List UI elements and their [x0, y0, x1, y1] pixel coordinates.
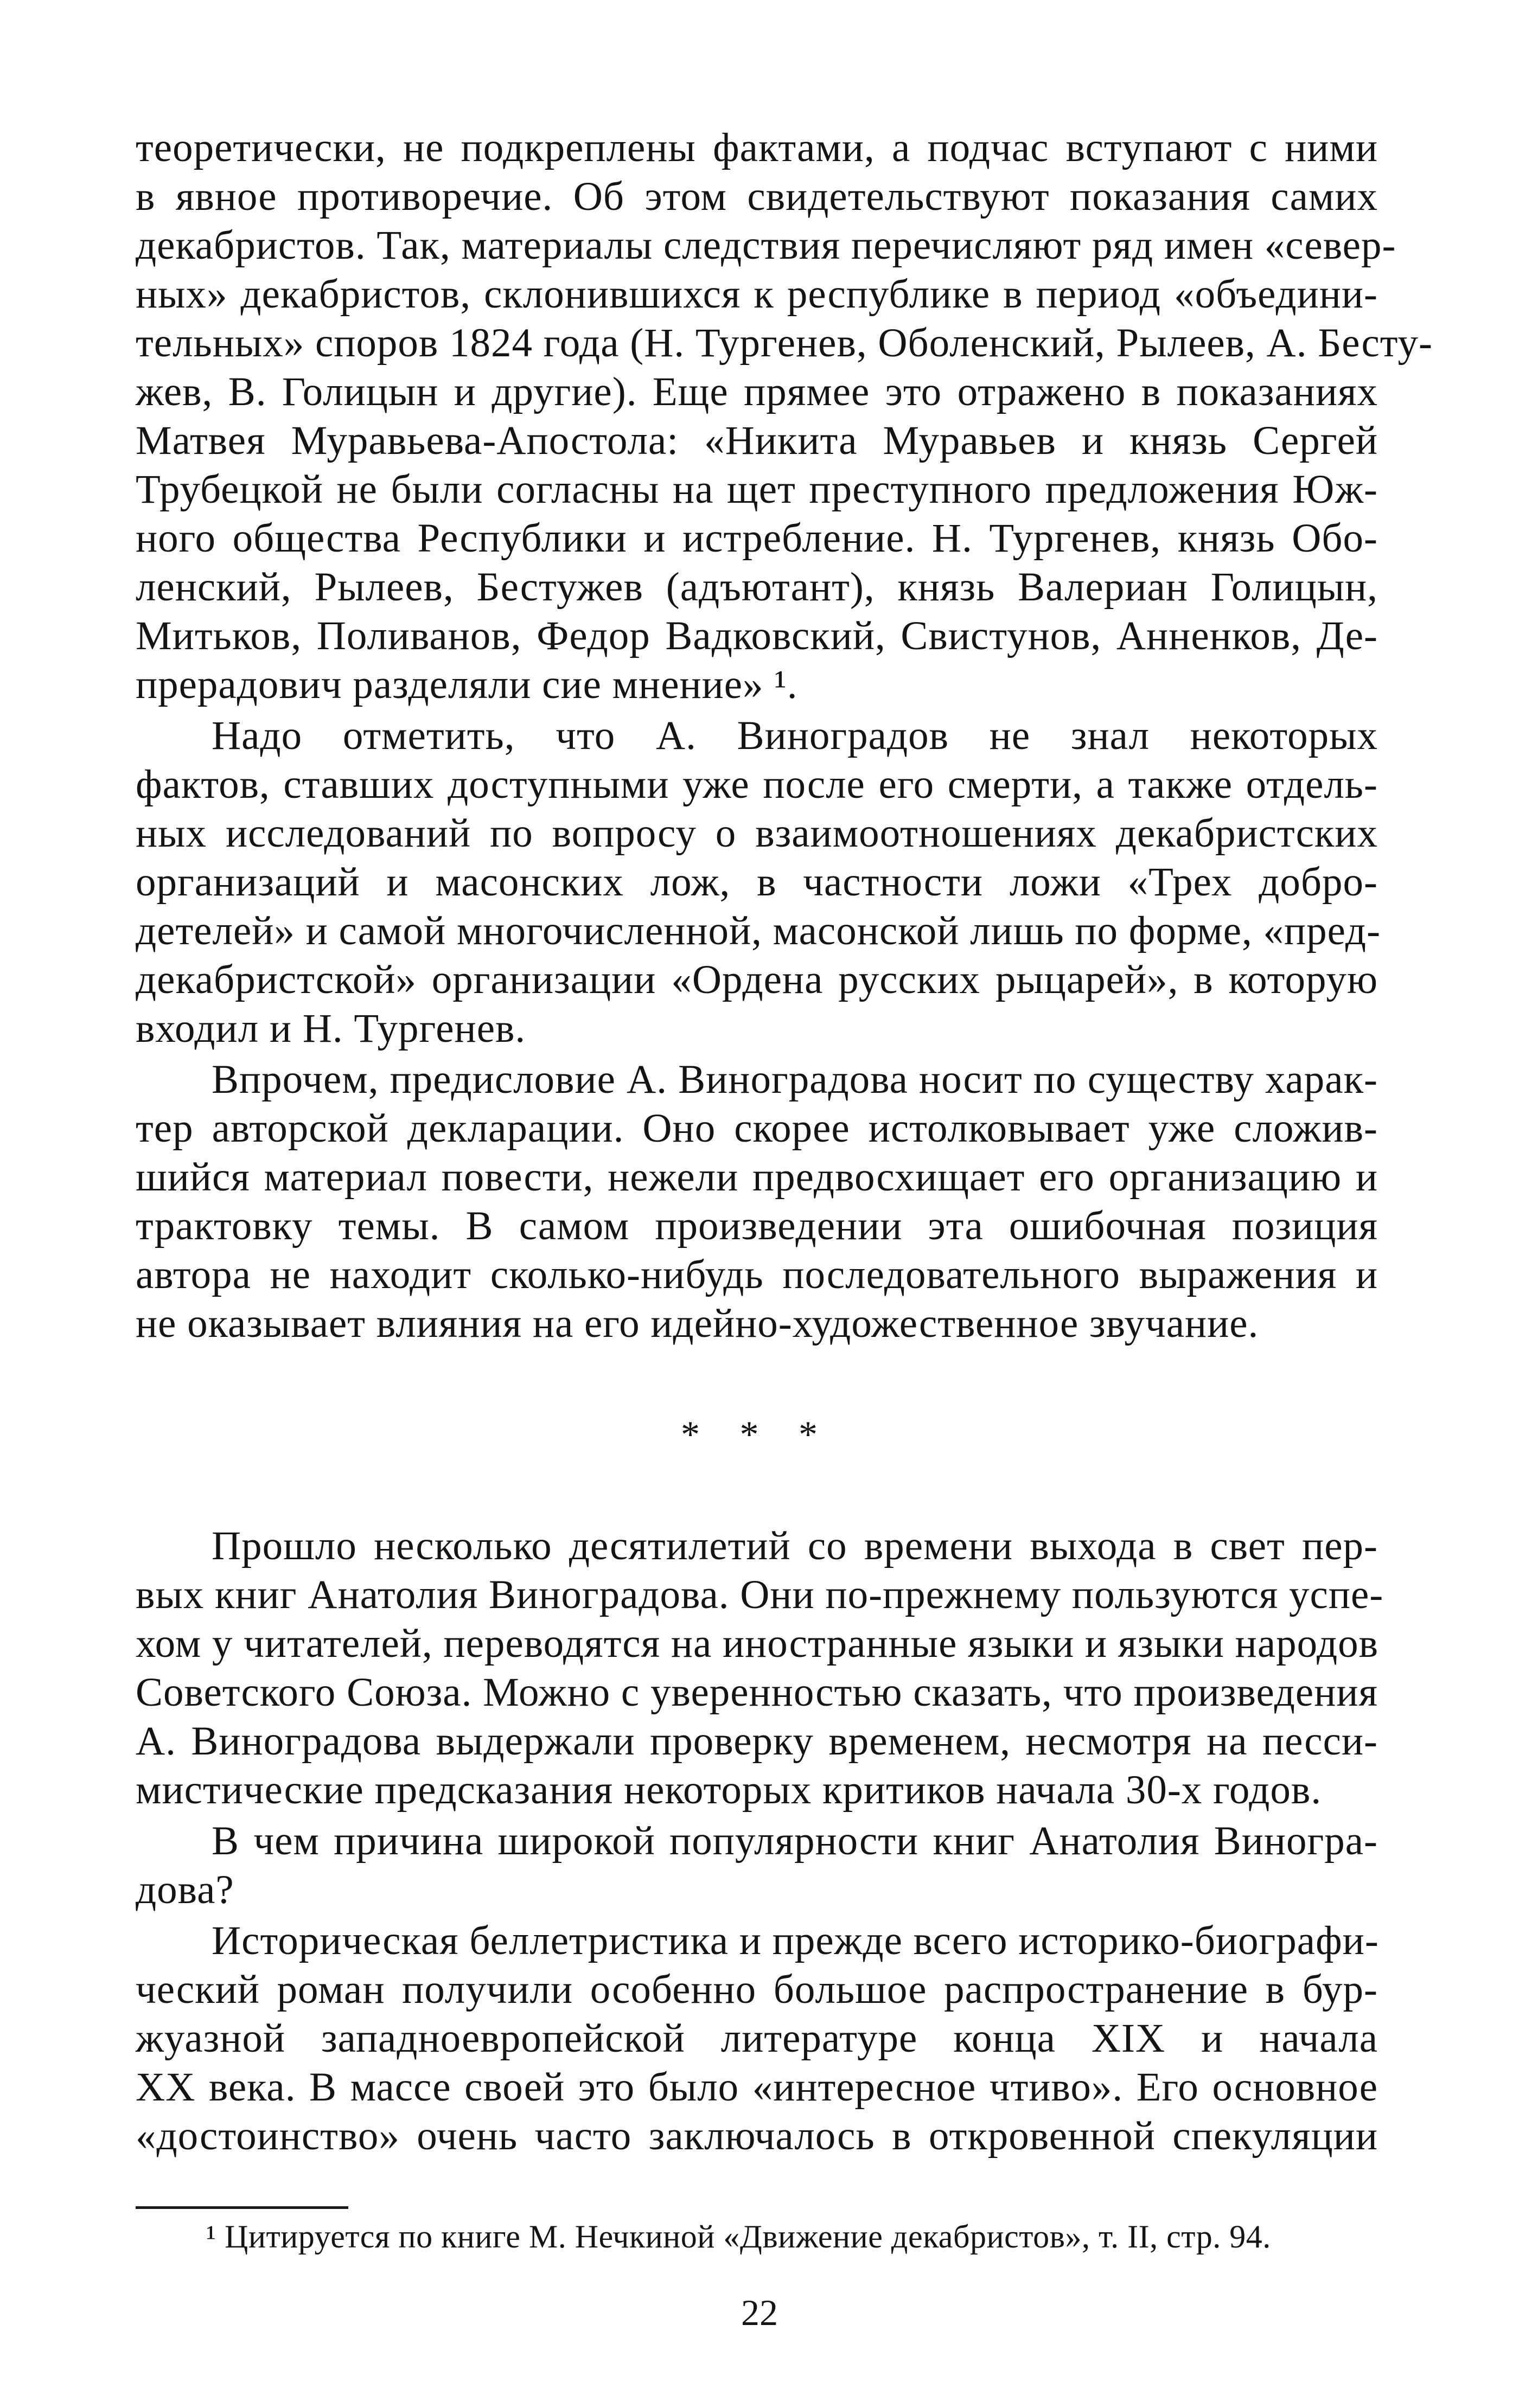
text-line: детелей» и самой многочисленной, масонской лишь по форме, «пред- [136, 908, 1381, 953]
text-line: не оказывает влияния на его идейно-художественное звучание. [136, 1301, 1259, 1346]
text-line: Трубецкой не были согласны на щет преступного предложения Юж- [136, 467, 1378, 512]
text-line: автора не находит сколько-нибудь последовательного выражения и [136, 1252, 1378, 1297]
text-line: XX века. В массе своей это было «интересное чтиво». Его основное [136, 2065, 1378, 2110]
text-line: входил и Н. Тургенев. [136, 1006, 526, 1051]
paragraph [136, 124, 1433, 709]
text-line: Советского Союза. Можно с уверенностью сказать, что произведения [136, 1670, 1378, 1715]
text-line: тельных» споров 1824 года (Н. Тургенев, Оболенский, Рылеев, А. Бесту- [136, 321, 1433, 366]
text-line: тер авторской декларации. Оно скорее истолковывает уже сложив- [136, 1106, 1378, 1151]
text-line: «достоинство» очень часто заключалось в откровенной спекуляции [136, 2114, 1378, 2159]
page-body [136, 124, 1433, 2163]
text-line: ных» декабристов, склонившихся к республике в период «объедини- [136, 272, 1378, 317]
page-number: 22 [741, 2292, 778, 2333]
paragraph [136, 1917, 1378, 2161]
text-line: Матвея Муравьева-Апостола: «Никита Муравьев и князь Сергей [136, 418, 1378, 463]
text-line: организаций и масонских лож, в частности ложи «Трех добро- [136, 860, 1378, 905]
text-line: Надо отметить, что А. Виноградов не знал некоторых [212, 713, 1378, 758]
text-line: Прошло несколько десятилетий со времени выхода в свет пер- [212, 1523, 1378, 1568]
text-line: жев, В. Голицын и другие). Еще прямее это отражено в показаниях [136, 369, 1378, 414]
text-line: Митьков, Поливанов, Федор Вадковский, Свистунов, Анненков, Де- [136, 613, 1378, 658]
text-line: дова? [136, 1867, 234, 1912]
section-break: * * * [681, 1414, 833, 1456]
text-line: жуазной западноевропейской литературе конца XIX и начала [136, 2016, 1378, 2061]
paragraph [136, 712, 1381, 1053]
text-line: ленский, Рылеев, Бестужев (адъютант), князь Валериан Голицын, [136, 565, 1378, 610]
text-line: декабристов. Так, материалы следствия перечисляют ряд имен «север- [136, 223, 1396, 268]
text-line: теоретически, не подкреплены фактами, а подчас вступают с ними [136, 125, 1378, 170]
text-line: вых книг Анатолия Виноградова. Они по-прежнему пользуются успе- [136, 1572, 1384, 1617]
text-line: хом у читателей, переводятся на иностранные языки и языки народов [136, 1621, 1379, 1666]
text-line: мистические предсказания некоторых критиков начала 30-х годов. [136, 1767, 1322, 1813]
text-line: в явное противоречие. Об этом свидетельствуют показания самих [136, 174, 1378, 219]
text-line: ного общества Республики и истребление. Н. Тургенев, князь Обо- [136, 516, 1378, 561]
footnote-marker: ¹ [206, 2219, 216, 2255]
text-line: Впрочем, предисловие А. Виноградова носит по существу харак- [212, 1057, 1378, 1102]
paragraph [136, 1817, 1378, 1914]
text-line: ческий роман получили особенно большое распространение в бур- [136, 1967, 1378, 2012]
text-line: А. Виноградова выдержали проверку временем, несмотря на песси- [136, 1719, 1378, 1764]
text-line: ных исследований по вопросу о взаимоотношениях декабристских [136, 811, 1378, 856]
text-line: фактов, ставших доступными уже после его смерти, а также отдель- [136, 762, 1378, 807]
text-line: трактовку темы. В самом произведении эта ошибочная позиция [136, 1203, 1378, 1248]
paragraph [136, 1055, 1378, 1348]
footnote-text: Цитируется по книге М. Нечкиной «Движение декабристов», т. II, стр. 94. [225, 2219, 1271, 2255]
text-line: В чем причина широкой популярности книг Анатолия Виногра- [212, 1818, 1378, 1863]
text-line: прерадович разделяли сие мнение» ¹. [136, 662, 798, 707]
text-line: декабристской» организации «Ордена русских рыцарей», в которую [136, 957, 1378, 1002]
paragraph [136, 1522, 1384, 1815]
text-line: шийся материал повести, нежели предвосхищает его организацию и [136, 1155, 1378, 1200]
text-line: Историческая беллетристика и прежде всего историко-биографи- [212, 1918, 1379, 1963]
footnote-divider [136, 2206, 348, 2209]
footnote [206, 2216, 1271, 2257]
